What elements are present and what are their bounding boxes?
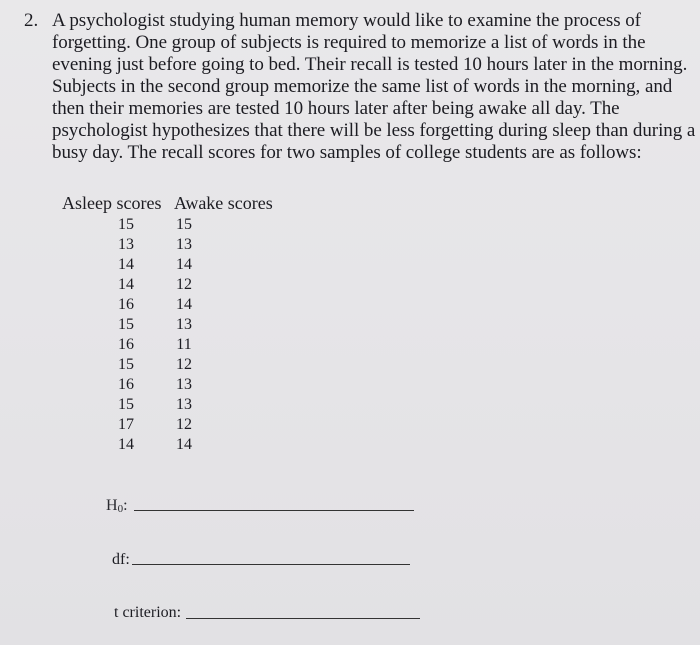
asleep-score-cell: 16 (118, 376, 134, 393)
asleep-score-cell: 15 (118, 396, 134, 413)
awake-score-cell: 13 (176, 236, 192, 253)
asleep-score-cell: 15 (118, 216, 134, 233)
asleep-score-cell: 15 (118, 356, 134, 373)
awake-score-cell: 12 (176, 356, 192, 373)
table-row (0, 315, 700, 335)
null-hypothesis-letter: H (106, 497, 118, 514)
asleep-score-cell: 14 (118, 436, 134, 453)
null-hypothesis-colon: : (123, 497, 128, 514)
question-line-5: then their memories are tested 10 hours later after being awake all day. The (52, 98, 620, 119)
awake-scores-header: Awake scores (173, 193, 273, 213)
awake-score-cell: 13 (176, 316, 192, 333)
awake-score-cell: 14 (176, 296, 192, 313)
null-hypothesis-field (106, 496, 128, 519)
table-row (0, 435, 700, 455)
asleep-score-cell: 16 (118, 336, 134, 353)
question-line-4: Subjects in the second group memorize the same list of words in the morning, and (52, 76, 673, 97)
table-row (0, 255, 700, 275)
asleep-score-cell: 14 (118, 276, 134, 293)
table-row (0, 215, 700, 235)
table-row (0, 295, 700, 315)
awake-score-cell: 11 (176, 336, 192, 353)
question-number: 2. (24, 10, 39, 31)
question-line-1: A psychologist studying human memory would like to examine the process of (52, 10, 641, 31)
t-criterion-label: t criterion: (114, 604, 182, 621)
table-row (0, 235, 700, 255)
awake-score-cell: 15 (176, 216, 192, 233)
question-text (52, 10, 696, 164)
awake-score-cell: 13 (176, 396, 192, 413)
table-row (0, 415, 700, 435)
null-hypothesis-label (106, 497, 128, 514)
question-line-3: evening just before going to bed. Their recall is tested 10 hours later in the morning. (52, 54, 688, 75)
null-hypothesis-subscript: 0 (117, 503, 124, 515)
awake-score-cell: 14 (176, 436, 192, 453)
df-field (112, 550, 130, 570)
awake-score-cell: 14 (176, 256, 192, 273)
df-label: df: (112, 551, 130, 568)
asleep-score-cell: 13 (118, 236, 134, 253)
df-blank[interactable] (132, 564, 410, 565)
asleep-score-cell: 16 (118, 296, 134, 313)
table-row (0, 355, 700, 375)
asleep-score-cell: 17 (118, 416, 134, 433)
t-criterion-field (114, 603, 181, 623)
table-row (0, 335, 700, 355)
t-criterion-blank[interactable] (186, 618, 420, 619)
question-line-6: psychologist hypothesizes that there will be less forgetting during sleep than during a (52, 120, 696, 141)
scores-table-header (62, 192, 273, 214)
table-row (0, 275, 700, 295)
asleep-score-cell: 15 (118, 316, 134, 333)
table-row (0, 375, 700, 395)
awake-score-cell: 12 (176, 276, 192, 293)
asleep-score-cell: 14 (118, 256, 134, 273)
awake-score-cell: 12 (176, 416, 192, 433)
question-line-7: busy day. The recall scores for two samples of college students are as follows: (52, 142, 642, 163)
question-line-2: forgetting. One group of subjects is required to memorize a list of words in the (52, 32, 646, 53)
awake-score-cell: 13 (176, 376, 192, 393)
null-hypothesis-blank[interactable] (134, 510, 414, 511)
table-row (0, 395, 700, 415)
asleep-scores-header: Asleep scores (62, 193, 162, 213)
